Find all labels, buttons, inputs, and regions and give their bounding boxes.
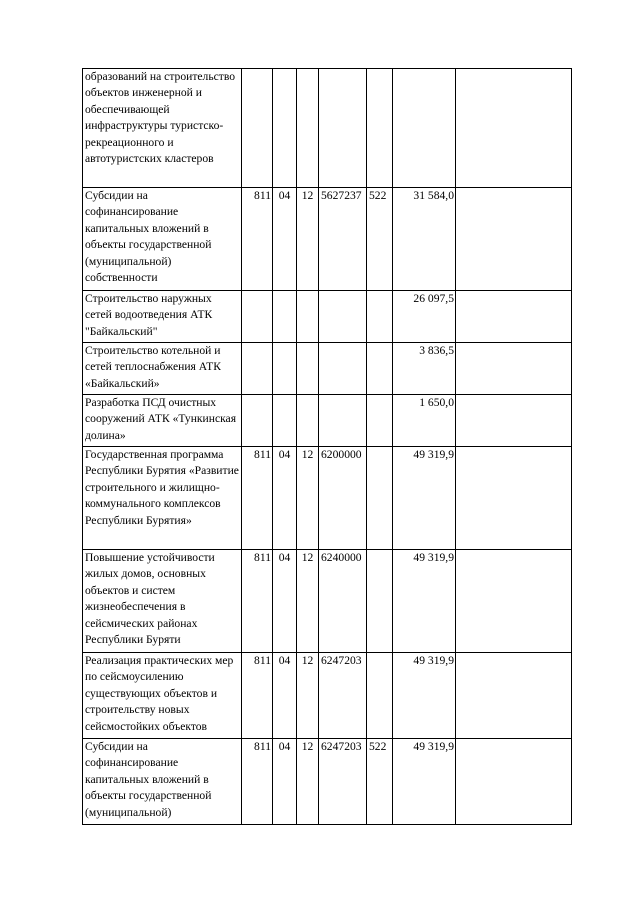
pr-cell: 12	[297, 739, 319, 825]
row-name-cell: Строительство наружных сетей водоотведения АТК "Байкальский"	[83, 291, 242, 343]
table-row	[83, 739, 572, 825]
vr-cell	[367, 291, 393, 343]
row-name-cell: Субсидии на софинансирование капитальных вложений в объекты государственной (муниципальной)	[83, 739, 242, 825]
pr-cell	[297, 395, 319, 447]
rz-cell: 04	[273, 447, 297, 550]
row-name-cell: Государственная программа Республики Бурятия «Развитие строительного и жилищно-коммунального комплексов Республики Бурятия»	[83, 447, 242, 550]
sum-cell: 3 836,5	[393, 343, 456, 395]
sum-cell: 49 319,9	[393, 739, 456, 825]
empty-cell	[456, 395, 572, 447]
gr-cell	[242, 69, 273, 188]
vr-cell	[367, 653, 393, 739]
sum-cell: 49 319,9	[393, 447, 456, 550]
sum-cell: 49 319,9	[393, 653, 456, 739]
sum-cell: 31 584,0	[393, 188, 456, 291]
gr-cell: 811	[242, 739, 273, 825]
vr-cell	[367, 343, 393, 395]
rz-cell: 04	[273, 550, 297, 653]
csr-cell: 6247203	[319, 739, 367, 825]
rz-cell	[273, 343, 297, 395]
sum-cell: 26 097,5	[393, 291, 456, 343]
empty-cell	[456, 653, 572, 739]
pr-cell: 12	[297, 653, 319, 739]
table-row	[83, 447, 572, 550]
empty-cell	[456, 550, 572, 653]
rz-cell: 04	[273, 653, 297, 739]
pr-cell: 12	[297, 188, 319, 291]
vr-cell	[367, 447, 393, 550]
gr-cell: 811	[242, 188, 273, 291]
vr-cell	[367, 69, 393, 188]
rz-cell	[273, 395, 297, 447]
vr-cell: 522	[367, 188, 393, 291]
empty-cell	[456, 69, 572, 188]
vr-cell: 522	[367, 739, 393, 825]
vr-cell	[367, 395, 393, 447]
rz-cell	[273, 69, 297, 188]
csr-cell	[319, 69, 367, 188]
gr-cell: 811	[242, 447, 273, 550]
sum-cell: 1 650,0	[393, 395, 456, 447]
pr-cell	[297, 343, 319, 395]
empty-cell	[456, 447, 572, 550]
csr-cell	[319, 343, 367, 395]
empty-cell	[456, 343, 572, 395]
row-name-cell: Строительство котельной и сетей теплоснабжения АТК «Байкальский»	[83, 343, 242, 395]
csr-cell: 6240000	[319, 550, 367, 653]
row-name-cell: Повышение устойчивости жилых домов, основных объектов и систем жизнеобеспечения в сейсмических районах Республики Буряти	[83, 550, 242, 653]
gr-cell: 811	[242, 550, 273, 653]
table-row	[83, 188, 572, 291]
table-row	[83, 69, 572, 188]
csr-cell	[319, 291, 367, 343]
pr-cell	[297, 69, 319, 188]
sum-cell: 49 319,9	[393, 550, 456, 653]
table-row	[83, 395, 572, 447]
csr-cell: 6200000	[319, 447, 367, 550]
empty-cell	[456, 291, 572, 343]
gr-cell: 811	[242, 653, 273, 739]
csr-cell: 6247203	[319, 653, 367, 739]
row-name-cell: Субсидии на софинансирование капитальных вложений в объекты государственной (муниципальной) собственности	[83, 188, 242, 291]
row-name-cell: Реализация практических мер по сейсмоусилению существующих объектов и строительству новых сейсмостойких объектов	[83, 653, 242, 739]
empty-cell	[456, 739, 572, 825]
row-name-cell: Разработка ПСД очистных сооружений АТК «Тункинская долина»	[83, 395, 242, 447]
table-row	[83, 343, 572, 395]
gr-cell	[242, 291, 273, 343]
table-row	[83, 653, 572, 739]
pr-cell: 12	[297, 550, 319, 653]
rz-cell	[273, 291, 297, 343]
gr-cell	[242, 395, 273, 447]
vr-cell	[367, 550, 393, 653]
budget-table	[82, 68, 572, 825]
csr-cell: 5627237	[319, 188, 367, 291]
csr-cell	[319, 395, 367, 447]
empty-cell	[456, 188, 572, 291]
pr-cell	[297, 291, 319, 343]
gr-cell	[242, 343, 273, 395]
rz-cell: 04	[273, 739, 297, 825]
rz-cell: 04	[273, 188, 297, 291]
table-row	[83, 550, 572, 653]
table-row	[83, 291, 572, 343]
pr-cell: 12	[297, 447, 319, 550]
row-name-cell: образований на строительство объектов инженерной и обеспечивающей инфраструктуры туристско-рекреационного и автотуристских кластеров	[83, 69, 242, 188]
sum-cell	[393, 69, 456, 188]
